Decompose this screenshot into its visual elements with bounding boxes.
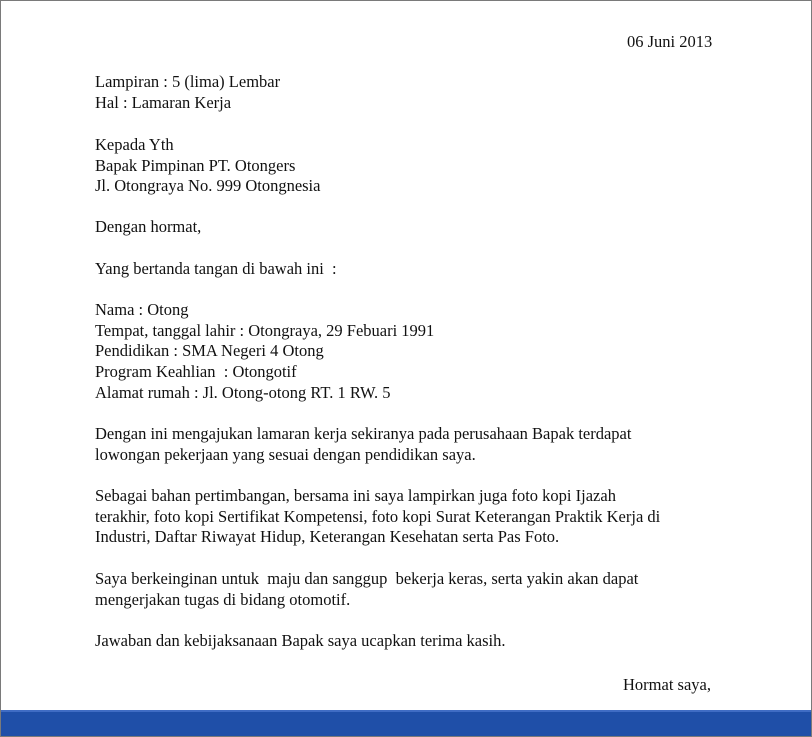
paragraph-line: Dengan ini mengajukan lamaran kerja sekiranya pada perusahaan Bapak terdapat <box>95 424 632 443</box>
recipient-line: Bapak Pimpinan PT. Otongers <box>95 156 296 175</box>
paragraph-line: terakhir, foto kopi Sertifikat Kompetensi, foto kopi Surat Keterangan Praktik Kerja di <box>95 507 661 526</box>
letter-date: 06 Juni 2013 <box>627 32 713 51</box>
paragraph-line: Jawaban dan kebijaksanaan Bapak saya ucapkan terima kasih. <box>95 631 506 650</box>
closing-line: Hormat saya, <box>623 675 711 694</box>
personal-program: Program Keahlian : Otongotif <box>95 362 297 381</box>
personal-name: Nama : Otong <box>95 300 189 319</box>
recipient-line: Kepada Yth <box>95 135 174 154</box>
personal-address: Alamat rumah : Jl. Otong-otong RT. 1 RW. 5 <box>95 383 391 402</box>
paragraph-line: mengerjakan tugas di bidang otomotif. <box>95 590 351 609</box>
subject-line: Hal : Lamaran Kerja <box>95 93 232 112</box>
paragraph-line: Saya berkeinginan untuk maju dan sanggup bekerja keras, serta yakin akan dapat <box>95 569 639 588</box>
intro-line: Yang bertanda tangan di bawah ini : <box>95 259 337 278</box>
paragraph-line: lowongan pekerjaan yang sesuai dengan pendidikan saya. <box>95 445 476 464</box>
personal-education: Pendidikan : SMA Negeri 4 Otong <box>95 341 324 360</box>
attachment-line: Lampiran : 5 (lima) Lembar <box>95 72 281 91</box>
bottom-bar <box>1 710 811 736</box>
paragraph-line: Industri, Daftar Riwayat Hidup, Keterangan Kesehatan serta Pas Foto. <box>95 527 560 546</box>
paragraph-line: Sebagai bahan pertimbangan, bersama ini saya lampirkan juga foto kopi Ijazah <box>95 486 616 505</box>
greeting: Dengan hormat, <box>95 217 202 236</box>
recipient-line: Jl. Otongraya No. 999 Otongnesia <box>95 176 321 195</box>
personal-birth: Tempat, tanggal lahir : Otongraya, 29 Febuari 1991 <box>95 321 435 340</box>
